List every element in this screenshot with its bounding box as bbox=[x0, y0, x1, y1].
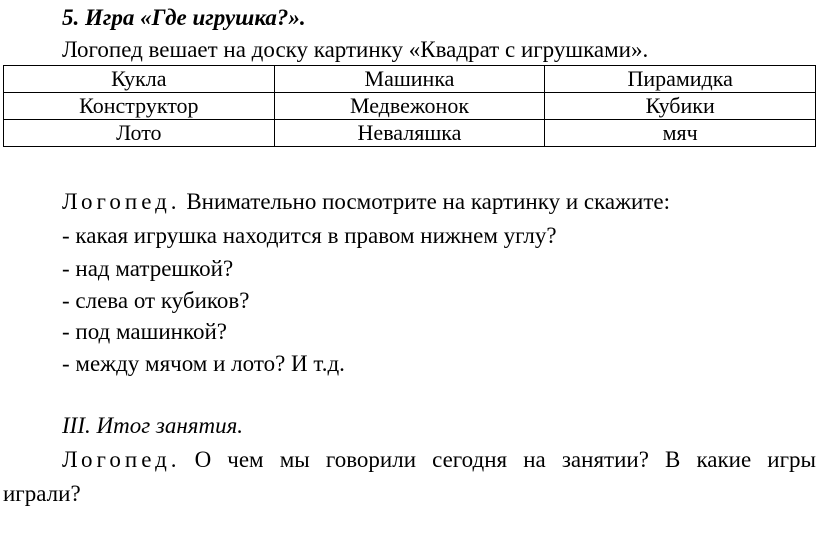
question-item: - какая игрушка находится в правом нижнем углу? bbox=[62, 223, 557, 248]
final-question: О чем мы говорили сегодня на занятии? В какие игры bbox=[194, 447, 816, 472]
instruction-text: Внимательно посмотрите на картинку и скажите: bbox=[186, 189, 670, 214]
exercise-intro: Логопед вешает на доску картинку «Квадрат с игрушками». bbox=[62, 37, 649, 62]
question-item: - под машинкой? bbox=[62, 319, 227, 344]
table-cell: Пирамидка bbox=[545, 66, 816, 93]
table-cell: Кубики bbox=[545, 93, 816, 120]
question-item: - между мячом и лото? И т.д. bbox=[62, 351, 345, 376]
table-cell: мяч bbox=[545, 120, 816, 147]
speaker-label: Логопед. bbox=[62, 189, 181, 214]
section-title: III. Итог занятия. bbox=[62, 413, 244, 438]
exercise-heading: 5. Игра «Где игрушка?». bbox=[62, 5, 306, 30]
table-cell: Неваляшка bbox=[274, 120, 545, 147]
table-cell: Кукла bbox=[4, 66, 275, 93]
question-item: - над матрешкой? bbox=[62, 256, 234, 281]
table-cell: Машинка bbox=[274, 66, 545, 93]
instruction-line bbox=[62, 189, 670, 215]
final-question-continued: играли? bbox=[3, 481, 81, 506]
table-row bbox=[4, 93, 816, 120]
table-row bbox=[4, 66, 816, 93]
question-item: - слева от кубиков? bbox=[62, 288, 250, 313]
table-cell: Медвежонок bbox=[274, 93, 545, 120]
speaker-label: Логопед. bbox=[62, 447, 181, 472]
final-line bbox=[62, 447, 816, 473]
table-cell: Конструктор bbox=[4, 93, 275, 120]
table-row bbox=[4, 120, 816, 147]
toy-square-table bbox=[3, 65, 816, 147]
table-cell: Лото bbox=[4, 120, 275, 147]
